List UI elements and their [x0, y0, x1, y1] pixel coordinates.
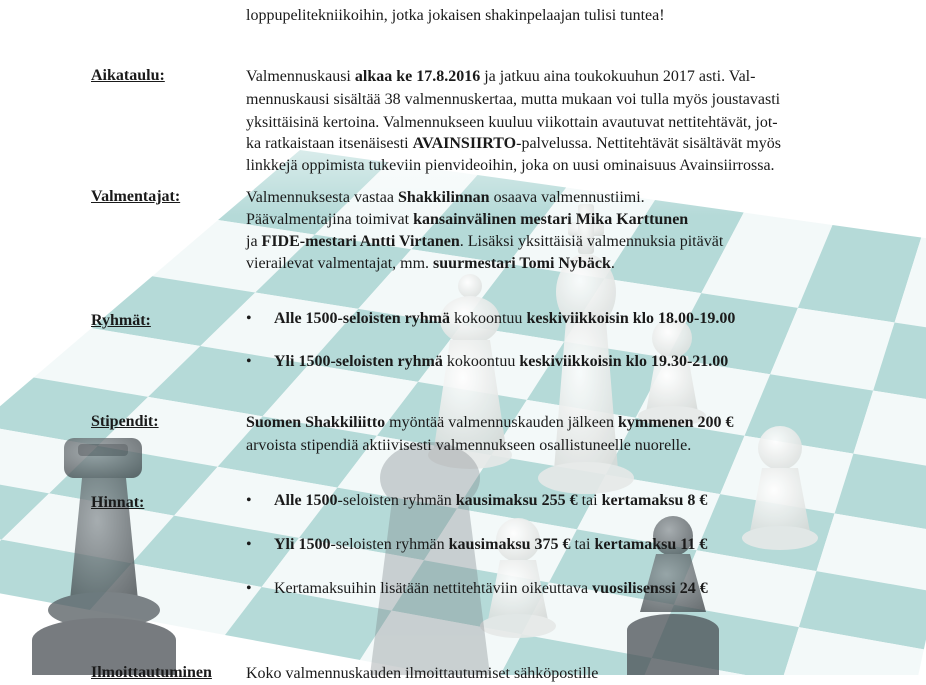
section-label-coaches: Valmentajat:	[91, 188, 181, 205]
price-item-3: Kertamaksuihin lisätään nettitehtäviin oikeuttava vuosilisenssi 24 €	[274, 580, 708, 597]
schedule-line-1: Valmennuskausi alkaa ke 17.8.2016 ja jatkuu aina toukokuuhun 2017 asti. Val-	[246, 68, 756, 85]
bullet-icon: •	[246, 492, 252, 509]
bullet-icon: •	[246, 536, 252, 553]
schedule-line-4: ka ratkaistaan itsenäisesti AVAINSIIRTO-palvelussa. Nettitehtävät sisältävät myös	[246, 135, 781, 152]
scholarships-line-1: Suomen Shakkiliitto myöntää valmennuskauden jälkeen kymmenen 200 €	[246, 414, 734, 431]
section-label-scholarships: Stipendit:	[91, 413, 159, 430]
schedule-line-2: mennuskausi sisältää 38 valmennuskertaa, mutta mukaan voi tulla myös joustavasti	[246, 91, 781, 108]
coaches-line-1: Valmennuksesta vastaa Shakkilinnan osaava valmennustiimi.	[246, 189, 645, 206]
scholarships-line-2: arvoista stipendiä aktiivisesti valmennukseen osallistuneelle nuorelle.	[246, 437, 692, 454]
registration-line-1: Koko valmennuskauden ilmoittautumiset sähköpostille	[246, 665, 599, 682]
group-item-1: Alle 1500-seloisten ryhmä kokoontuu keskiviikkoisin klo 18.00-19.00	[274, 310, 736, 327]
coaches-line-4: vierailevat valmentajat, mm. suurmestari Tomi Nybäck.	[246, 255, 615, 272]
coaches-line-2: Päävalmentajina toimivat kansainvälinen mestari Mika Karttunen	[246, 211, 689, 228]
bullet-icon: •	[246, 353, 252, 370]
group-item-2: Yli 1500-seloisten ryhmä kokoontuu keskiviikkoisin klo 19.30-21.00	[274, 353, 729, 370]
schedule-line-5: linkkejä oppimista tukeviin pienvideoihin, joka on uusi ominaisuus Avainsiirrossa.	[246, 157, 775, 174]
intro-line: loppupelitekniikoihin, jotka jokaisen shakinpelaajan tulisi tuntea!	[246, 7, 665, 24]
section-label-registration: Ilmoittautuminen	[91, 664, 212, 681]
bullet-icon: •	[246, 580, 252, 597]
bullet-icon: •	[246, 310, 252, 327]
section-label-schedule: Aikataulu:	[91, 67, 165, 84]
section-label-groups: Ryhmät:	[91, 312, 151, 329]
section-label-prices: Hinnat:	[91, 494, 145, 511]
price-item-2: Yli 1500-seloisten ryhmän kausimaksu 375 € tai kertamaksu 11 €	[274, 536, 708, 553]
price-item-1: Alle 1500-seloisten ryhmän kausimaksu 255 € tai kertamaksu 8 €	[274, 492, 708, 509]
schedule-line-3: yksittäisinä kertoina. Valmennukseen kuuluu viikottain avautuvat nettitehtävät, jot-	[246, 114, 778, 131]
coaches-line-3: ja FIDE-mestari Antti Virtanen. Lisäksi yksittäisiä valmennuksia pitävät	[246, 233, 724, 250]
